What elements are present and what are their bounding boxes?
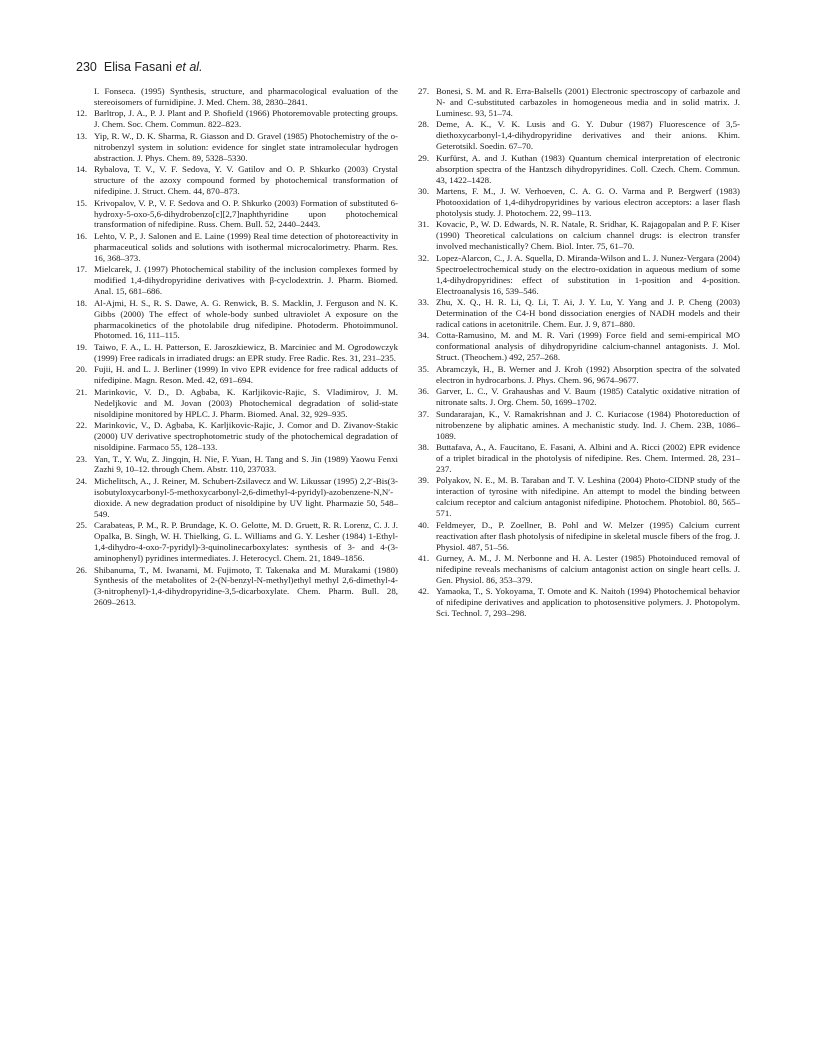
reference-number: 32. [418, 252, 430, 263]
reference-text: Lehto, V. P., J. Salonen and E. Laine (1999) Real time detection of photoreactivity in pharmaceutical solids and solutions with isothermal microcalorimetry. Pharm. Res. 16, 368–373. [94, 230, 398, 263]
reference-number: 35. [418, 363, 430, 374]
reference-entry [76, 565, 398, 609]
reference-entry [418, 330, 740, 363]
reference-text: Kurfürst, A. and J. Kuthan (1983) Quantum chemical interpretation of electronic absorption spectra of the Hantzsch dihydropyridines. Coll. Czech. Chem. Commun. 43, 1422–1428. [436, 152, 740, 185]
reference-entry [76, 264, 398, 297]
reference-entry [76, 298, 398, 342]
reference-text: Polyakov, N. E., M. B. Taraban and T. V. Leshina (2004) Photo-CIDNP study of the interaction of tyrosine with nifedipine. An attempt to model the binding between calcium receptor and calcium antagonist nifedipine. Photochem. Photobiol. 80, 565–571. [436, 475, 740, 519]
reference-text: Yamaoka, T., S. Yokoyama, T. Omote and K. Naitoh (1994) Photochemical behavior of nifedipine derivatives and application to photosensitive polymers. J. Photopolym. Sci. Technol. 7, 293–298. [436, 586, 740, 619]
reference-entry [418, 553, 740, 586]
reference-number: 42. [418, 586, 430, 597]
reference-number: 17. [76, 264, 88, 275]
reference-entry [76, 454, 398, 476]
reference-entry [418, 364, 740, 386]
reference-entry [76, 476, 398, 520]
header-authors: Elisa Fasani [103, 60, 172, 74]
reference-text: Marinkovic, V. D., D. Agbaba, K. Karljikovic-Rajic, S. Vladimirov, J. M. Nedeljkovic and M. Jovan (2003) Photochemical degradation of solid-state nisoldipine monitored by HPLC. J. Pharm. Biomed. Anal. 32, 929–935. [94, 386, 398, 419]
reference-text: Al-Ajmi, H. S., R. S. Dawe, A. G. Renwick, B. S. Macklin, J. Ferguson and N. K. Gibbs (2000) The effect of whole-body sunbed ultraviolet A exposure on the pharmacokinetics of the photolabile drug nifedipine. Photoderm. Photoimmunol. Photomed. 16, 111–115. [94, 297, 398, 341]
reference-number: 21. [76, 386, 88, 397]
reference-entry [76, 387, 398, 420]
reference-text: Bonesi, S. M. and R. Erra-Balsells (2001) Electronic spectroscopy of carbazole and N- and C-substituted carbazoles in homogeneous media and in solid matrix. J. Luminesc. 93, 51–74. [436, 86, 740, 118]
reference-number: 34. [418, 330, 430, 341]
reference-text: Yip, R. W., D. K. Sharma, R. Giasson and D. Gravel (1985) Photochemistry of the o-nitrobenzyl system in solution: evidence for singlet state intramolecular hydrogen abstraction. J. Phys. Chem. 89, 5328–5330. [94, 130, 398, 163]
reference-number: 13. [76, 130, 88, 141]
reference-number: 28. [418, 119, 430, 130]
reference-text: Taiwo, F. A., L. H. Patterson, E. Jaroszkiewicz, B. Marciniec and M. Ogrodowczyk (1999) Free radicals in irradiated drugs: an EPR study. Free Radic. Res. 31, 231–235. [94, 341, 398, 363]
reference-number: 23. [76, 453, 88, 464]
reference-text: Michelitsch, A., J. Reiner, M. Schubert-Zsilavecz and W. Likussar (1995) 2,2′-Bis(3-isobutyloxycarbonyl-5-methoxycarbonyl-2,6-dimethyl-4-pyridyl)-azobenzene-N,N′-dioxide. A new degradation product of nisoldipine by UV light. Pharmazie 50, 548–549. [94, 475, 398, 519]
running-header [76, 60, 203, 74]
reference-entry [76, 164, 398, 197]
header-et-al: et al. [175, 60, 203, 74]
reference-text: Kovacic, P., W. D. Edwards, N. R. Natale, R. Sridhar, K. Rajagopalan and P. F. Kiser (1990) Theoretical calculations on calcium channel drugs: is electron transfer involved mechanistically? Chem. Biol. Inter. 75, 61–70. [436, 219, 740, 252]
reference-entry [76, 108, 398, 130]
reference-number: 12. [76, 108, 88, 119]
reference-entry [76, 520, 398, 564]
reference-text: Feldmeyer, D., P. Zoellner, B. Pohl and W. Melzer (1995) Calcium current reactivation after flash photolysis of nifedipine in skeletal muscle fibers of the frog. J. Physiol. 487, 51–56. [436, 519, 740, 552]
reference-entry [76, 198, 398, 231]
reference-number: 33. [418, 297, 430, 308]
reference-text: Garver, L. C., V. Grahaushas and V. Baum (1985) Catalytic oxidative nitration of nitronate salts. J. Org. Chem. 50, 1699–1702. [436, 386, 740, 408]
reference-number: 29. [418, 152, 430, 163]
reference-number: 20. [76, 364, 88, 375]
references-left-column [76, 86, 398, 609]
reference-entry [418, 520, 740, 553]
reference-number: 22. [76, 420, 88, 431]
reference-entry [76, 364, 398, 386]
reference-text: Sundararajan, K., V. Ramakrishnan and J. C. Kuriacose (1984) Photoreduction of nitrobenzene by aliphatic amines. A mechanistic study. Ind. J. Chem. 23B, 1086–1089. [436, 408, 740, 441]
reference-number: 24. [76, 475, 88, 486]
reference-number: 25. [76, 520, 88, 531]
reference-entry [76, 420, 398, 453]
reference-text: Mielcarek, J. (1997) Photochemical stability of the inclusion complexes formed by modified 1,4-dihydropyridine derivatives with β-cyclodextrin. J. Pharm. Biomed. Anal. 15, 681–686. [94, 264, 398, 297]
reference-entry [418, 586, 740, 619]
reference-text: Carabateas, P. M., R. P. Brundage, K. O. Gelotte, M. D. Gruett, R. R. Lorenz, C. J. J. Opalka, B. Singh, W. H. Thielking, G. L. Williams and G. Y. Lesher (1984) 1-Ethyl-1,4-dihydro-4-oxo-7-pyridyl)-3-quinolinecarboxylates: synthesis of 3- and 4-(3-aminophenyl) pyridines intermediates. J. Heterocycl. Chem. 21, 1849–1856. [94, 520, 398, 564]
reference-entry [418, 253, 740, 297]
reference-number: 37. [418, 408, 430, 419]
reference-entry [418, 442, 740, 475]
reference-entry [418, 475, 740, 519]
reference-entry [76, 131, 398, 164]
reference-text: Martens, F. M., J. W. Verhoeven, C. A. G. O. Varma and P. Bergwerf (1983) Photooxidation of 1,4-dihydropyridines by various electron acceptors: a laser flash photolysis study. J. Photochem. 22, 99–113. [436, 186, 740, 218]
reference-number: 27. [418, 86, 430, 96]
reference-entry [76, 342, 398, 364]
reference-text: Cotta-Ramusino, M. and M. R. Varì (1999) Force field and semi-empirical MO conformational analysis of dihydropyridine calcium-channel antagonists. J. Mol. Struct. (Theochem.) 492, 257–268. [436, 330, 740, 363]
reference-entry [418, 186, 740, 219]
reference-number: 14. [76, 164, 88, 175]
reference-number: 18. [76, 297, 88, 308]
reference-number: 38. [418, 442, 430, 453]
reference-text: Lopez-Alarcon, C., J. A. Squella, D. Miranda-Wilson and L. J. Nunez-Vergara (2004) Spectroelectrochemical study on the electro-oxidation in aqueous medium of some 1,4-dihydropyridines: effect of substitution in 1-position and 4-position. Electroanalysis 16, 539–546. [436, 252, 740, 296]
reference-number: 30. [418, 186, 430, 197]
reference-text: Buttafava, A., A. Faucitano, E. Fasani, A. Albini and A. Ricci (2002) EPR evidence of a triplet biradical in the photolysis of nifedipine. Res. Chem. Intermed. 28, 231–237. [436, 442, 740, 474]
reference-entry [418, 409, 740, 442]
reference-text: Zhu, X. Q., H. R. Li, Q. Li, T. Ai, J. Y. Lu, Y. Yang and J. P. Cheng (2003) Determination of the C4-H bond dissociation energies of NADH models and their radical cations in acetonitrile. Chem. Eur. J. 9, 871–880. [436, 297, 740, 329]
reference-text: Deme, A. K., V. K. Lusis and G. Y. Dubur (1987) Fluorescence of 3,5-diethoxycarbonyl-1,4-dihydropyridine derivatives and their anions. Khim. Geterotsikl. Soedin. 67–70. [436, 119, 740, 152]
reference-number: 16. [76, 230, 88, 241]
reference-number: 41. [418, 553, 430, 564]
reference-entry [418, 219, 740, 252]
reference-text: Krivopalov, V. P., V. F. Sedova and O. P. Shkurko (2003) Formation of substituted 6-hydroxy-5-oxo-5,6-dihydrobenzo[c][2,7]naphthyridine upon photochemical transformation of nifedipine. Russ. Chem. Bull. 52, 2440–2443. [94, 197, 398, 230]
reference-number: 19. [76, 341, 88, 352]
reference-entry [418, 153, 740, 186]
reference-text: Marinkovic, V., D. Agbaba, K. Karljikovic-Rajic, J. Comor and D. Zivanov-Stakic (2000) UV derivative spectrophotometric study of the photochemical degradation of nisoldipine. Farmaco 55, 128–133. [94, 420, 398, 453]
reference-number: 39. [418, 475, 430, 486]
reference-entry [418, 386, 740, 408]
reference-text: Fujii, H. and L. J. Berliner (1999) In vivo EPR evidence for free radical adducts of nifedipine. Magn. Reson. Med. 42, 691–694. [94, 364, 398, 386]
reference-text: Barltrop, J. A., P. J. Plant and P. Shofield (1966) Photoremovable protecting groups. J. Chem. Soc. Chem. Commun. 822–823. [94, 108, 398, 130]
reference-text: Yan, T., Y. Wu, Z. Jingqin, H. Nie, F. Yuan, H. Tang and S. Jin (1989) Yaowu Fenxi Zazhi 9, 10–12. through Chem. Abstr. 110, 237033. [94, 453, 398, 475]
reference-entry [418, 297, 740, 330]
reference-entry [76, 231, 398, 264]
page-number: 230 [76, 60, 97, 74]
reference-number: 26. [76, 564, 88, 575]
reference-number: 31. [418, 219, 430, 230]
reference-number: 36. [418, 386, 430, 397]
reference-text: Rybalova, T. V., V. F. Sedova, Y. V. Gatilov and O. P. Shkurko (2003) Crystal structure of the azoxy compound formed by photochemical transformation of nifedipine. J. Struct. Chem. 44, 870–873. [94, 164, 398, 197]
reference-entry [418, 86, 740, 119]
reference-text: Shibanuma, T., M. Iwanami, M. Fujimoto, T. Takenaka and M. Murakami (1980) Synthesis of the metabolites of 2-(N-benzyl-N-methyl)ethyl methyl 2,6-dimethyl-4-(3-nitrophenyl)-1,4-dihydropyridine-3,5-dicarboxylate. Chem. Pharm. Bull. 28, 2609–2613. [94, 564, 398, 608]
reference-entry [418, 119, 740, 152]
references-right-column [418, 86, 740, 620]
reference-number: 15. [76, 197, 88, 208]
reference-entry [76, 86, 398, 108]
reference-text: I. Fonseca. (1995) Synthesis, structure, and pharmacological evaluation of the stereoisomers of furnidipine. J. Med. Chem. 38, 2830–2841. [94, 86, 398, 107]
reference-text: Abramczyk, H., B. Werner and J. Kroh (1992) Absorption spectra of the solvated electron in hydrocarbons. J. Phys. Chem. 96, 9674–9677. [436, 363, 740, 385]
reference-text: Gurney, A. M., J. M. Nerbonne and H. A. Lester (1985) Photoinduced removal of nifedipine reveals mechanisms of calcium antagonist action on single heart cells. J. Gen. Physiol. 86, 353–379. [436, 553, 740, 585]
reference-number: 40. [418, 519, 430, 530]
